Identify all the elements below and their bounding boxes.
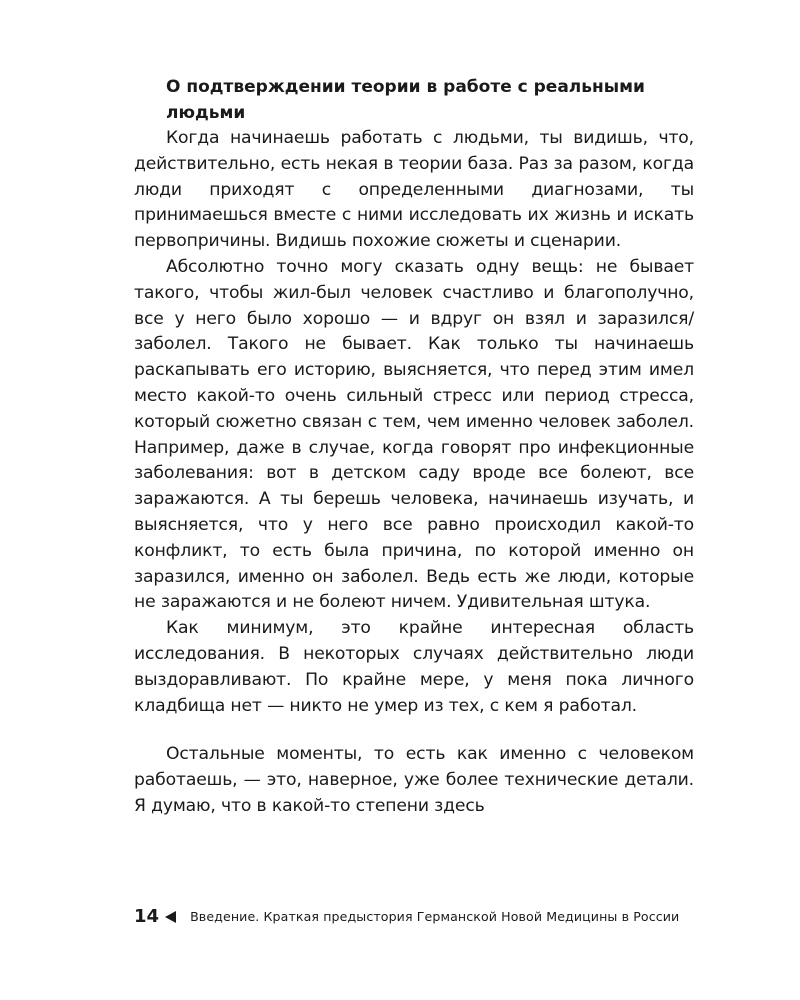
- left-triangle-icon: [165, 911, 176, 923]
- paragraph-3: Как минимум, это крайне интересная область исследования. В некоторых случаях действительно люди выздоравливают. По крайне мере, у меня пока личного кладбища нет — никто не умер из тех, с кем я работал.: [134, 618, 694, 716]
- page-body: [134, 74, 694, 820]
- paragraph-1: Когда начинаешь работать с людьми, ты видишь, что, действительно, есть некая в теории база. Раз за разом, когда люди приходят с определенными диагнозами, ты принимаешься вместе с ними исследовать их жизнь и искать первопричины. Видишь похожие сюжеты и сценарии.: [134, 128, 694, 252]
- paragraph-gap: [134, 719, 694, 742]
- paragraph-4: Остальные моменты, то есть как именно с человеком работаешь, — это, наверное, уже более технические детали. Я думаю, что в какой-то степени здесь: [134, 744, 694, 816]
- page-number: 14: [134, 906, 160, 927]
- page-footer: [134, 906, 694, 927]
- paragraph-2: Абсолютно точно могу сказать одну вещь: не бывает такого, чтобы жил-был человек счастливо и благополучно, все у него было хорошо — и вдруг он взял и заразился/заболел. Такого не бывает. Как только ты начинаешь раскапывать его историю, выясняется, что перед этим имел место какой-то очень сильный стресс или период стресса, который сюжетно связан с тем, чем именно человек заболел. Например, даже в случае, когда говорят про инфекционные заболевания: вот в детском саду вроде все болеют, все заражаются. А ты берешь человека, начинаешь изучать, и выясняется, что у него все равно происходил какой-то конфликт, то есть была причина, по которой именно он заразился, именно он заболел. Ведь есть же люди, которые не заражаются и не болеют ничем. Удивительная штука.: [134, 256, 694, 613]
- running-title: Введение. Краткая предыстория Германской Новой Медицины в России: [190, 909, 680, 924]
- section-heading: О подтверждении теории в работе с реальными людьми: [166, 77, 645, 123]
